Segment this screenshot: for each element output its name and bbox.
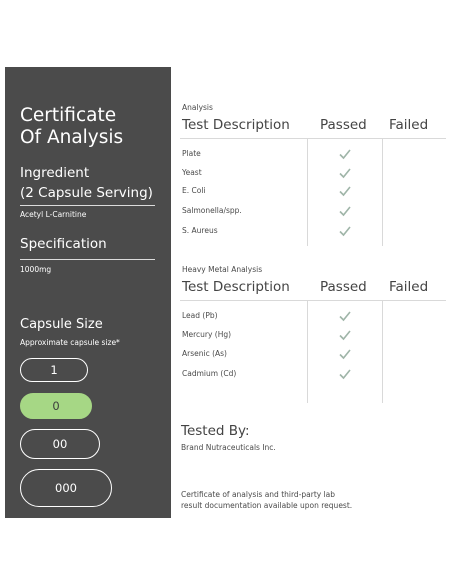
- heavy-metal-divider-left: [307, 301, 308, 403]
- info-panel: [5, 67, 171, 518]
- ingredient-value: Acetyl L-Carnitine: [20, 210, 87, 219]
- analysis-header-divider: [180, 138, 446, 139]
- check-icon: [338, 184, 352, 198]
- table-row: Yeast: [182, 168, 202, 177]
- footnote: [181, 489, 411, 511]
- capsule-size-subtitle: Approximate capsule size*: [20, 338, 120, 347]
- check-icon: [338, 204, 352, 218]
- heavy-metal-header-divider: [180, 300, 446, 301]
- ingredient-divider: [20, 205, 155, 206]
- page-title: [20, 105, 123, 149]
- title-line-1: Certificate: [20, 105, 117, 126]
- table-row: Cadmium (Cd): [182, 369, 237, 378]
- check-icon: [338, 347, 352, 361]
- heavy-metal-col-failed: Failed: [389, 279, 429, 295]
- check-icon: [338, 367, 352, 381]
- check-icon: [338, 224, 352, 238]
- capsule-size-1[interactable]: 1: [20, 358, 88, 382]
- analysis-col-passed: Passed: [320, 117, 367, 133]
- ingredient-line-2: (2 Capsule Serving): [20, 185, 153, 201]
- table-row: Mercury (Hg): [182, 330, 232, 339]
- table-row: E. Coli: [182, 186, 206, 195]
- specification-value: 1000mg: [20, 265, 52, 274]
- heavy-metal-col-test: Test Description: [182, 279, 290, 295]
- heavy-metal-section-label: Heavy Metal Analysis: [182, 265, 263, 274]
- analysis-col-test: Test Description: [182, 117, 290, 133]
- check-icon: [338, 147, 352, 161]
- footnote-line-1: Certificate of analysis and third-party lab: [181, 490, 336, 499]
- capsule-size-0[interactable]: 0: [20, 393, 92, 419]
- specification-heading: Specification: [20, 236, 107, 252]
- heavy-metal-divider-right: [382, 301, 383, 403]
- title-line-2: Of Analysis: [20, 127, 124, 148]
- analysis-divider-right: [382, 139, 383, 246]
- capsule-size-heading: Capsule Size: [20, 317, 103, 332]
- check-icon: [338, 328, 352, 342]
- check-icon: [338, 309, 352, 323]
- analysis-divider-left: [307, 139, 308, 246]
- table-row: S. Aureus: [182, 226, 218, 235]
- check-icon: [338, 166, 352, 180]
- ingredient-line-1: Ingredient: [20, 165, 90, 181]
- table-row: Lead (Pb): [182, 311, 218, 320]
- analysis-section-label: Analysis: [182, 103, 213, 112]
- table-row: Arsenic (As): [182, 349, 227, 358]
- analysis-col-failed: Failed: [389, 117, 429, 133]
- specification-divider: [20, 259, 155, 260]
- footnote-line-2: result documentation available upon request.: [181, 501, 353, 510]
- heavy-metal-col-passed: Passed: [320, 279, 367, 295]
- tested-by-heading: Tested By:: [181, 423, 250, 439]
- table-row: Salmonella/spp.: [182, 206, 242, 215]
- table-row: Plate: [182, 149, 201, 158]
- tested-by-company: Brand Nutraceuticals Inc.: [181, 443, 276, 452]
- ingredient-heading: [20, 163, 153, 203]
- capsule-size-00[interactable]: 00: [20, 429, 100, 459]
- capsule-size-000[interactable]: 000: [20, 469, 112, 507]
